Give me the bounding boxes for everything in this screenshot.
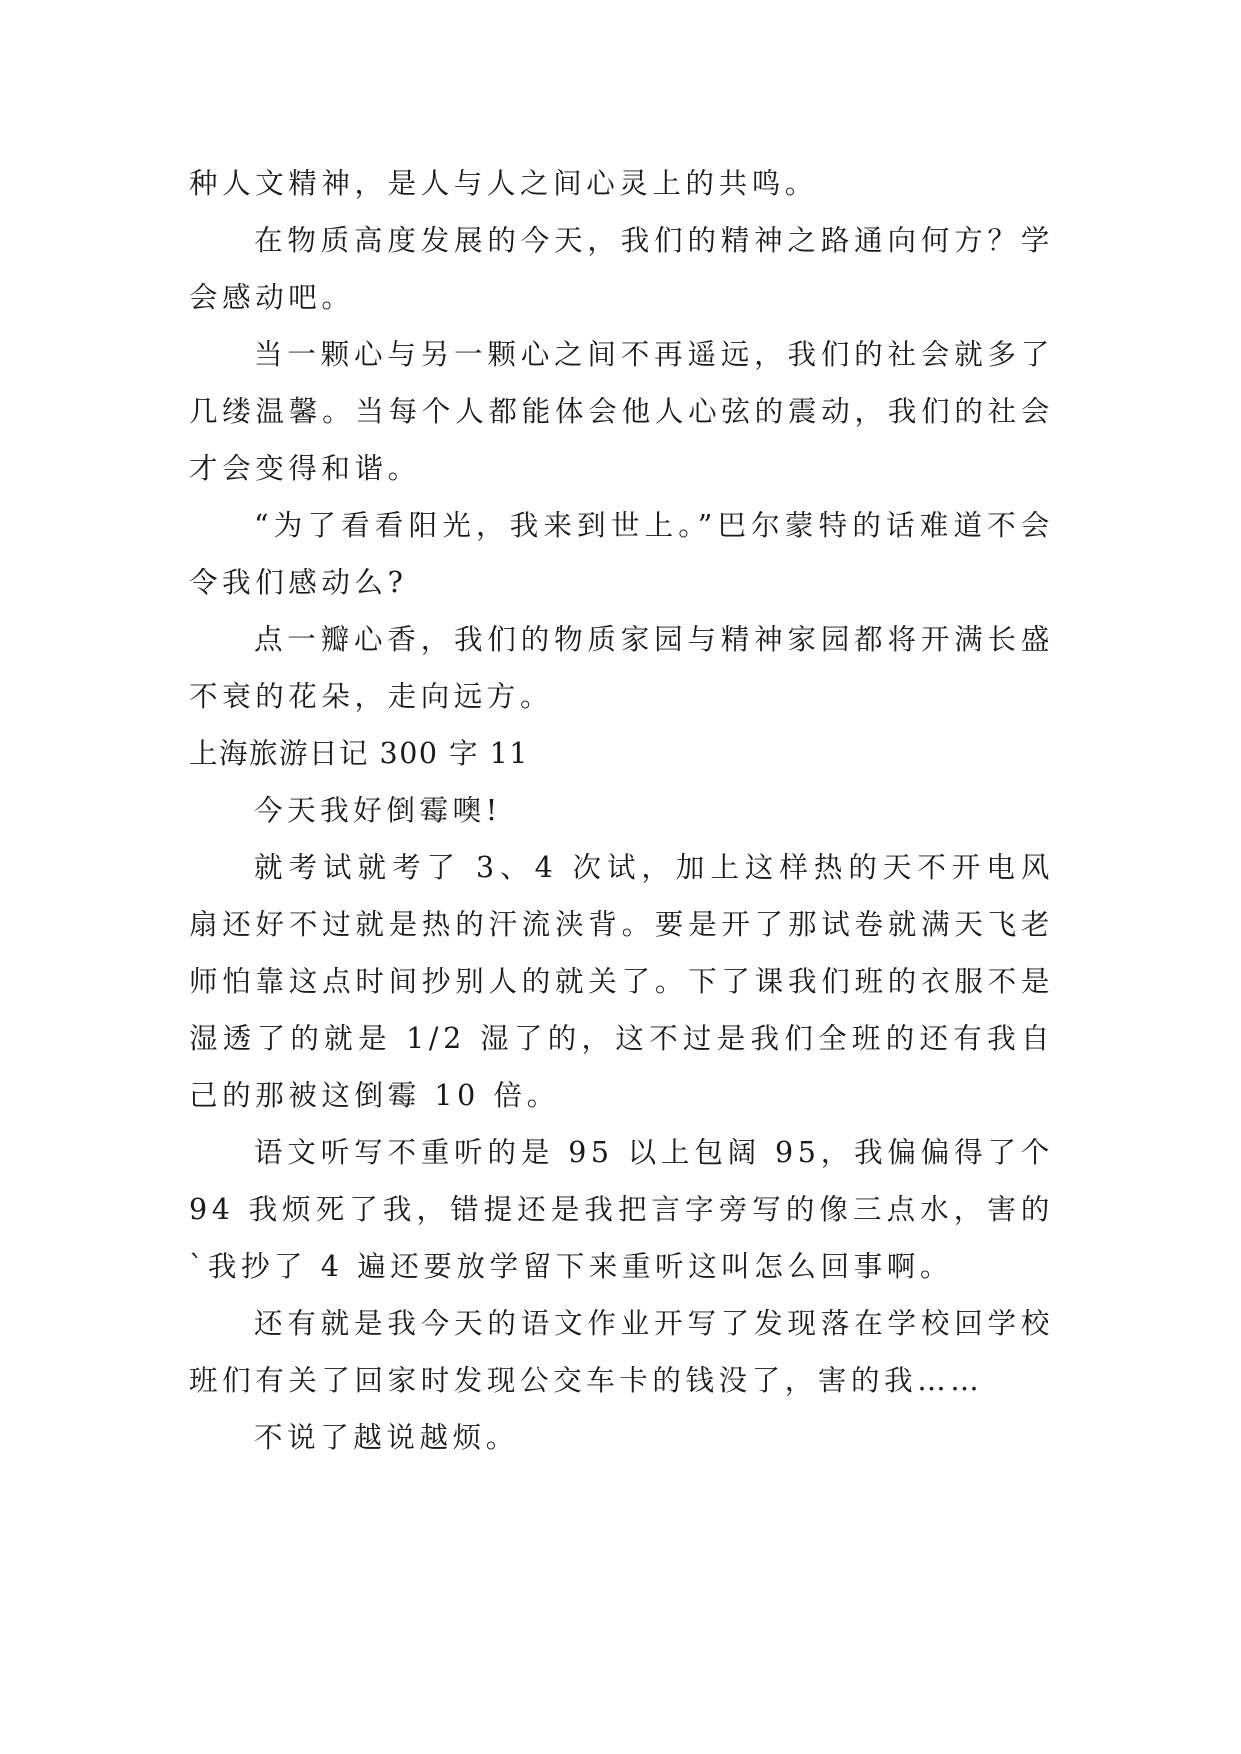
- paragraph: 点一瓣心香，我们的物质家园与精神家园都将开满长盛不衰的花朵，走向远方。: [189, 623, 1054, 713]
- section-title: 上海旅游日记 300 字 11: [189, 737, 529, 770]
- document-body: [189, 155, 1054, 1466]
- paragraph: 就考试就考了 3、4 次试，加上这样热的天不开电风扇还好不过就是热的汗流浃背。要是开了那试卷就满天飞老师怕靠这点时间抄别人的就关了。下了课我们班的衣服不是湿透了的就是 1/2 湿了的，这不过是我们全班的还有我自己的那被这倒霉 10 倍。: [189, 851, 1054, 1112]
- paragraph: 语文听写不重听的是 95 以上包阔 95，我偏偏得了个 94 我烦死了我，错提还是我把言字旁写的像三点水，害的`我抄了 4 遍还要放学留下来重听这叫怎么回事啊。: [189, 1136, 1054, 1283]
- paragraph: 种人文精神，是人与人之间心灵上的共鸣。: [189, 167, 818, 200]
- paragraph: 不说了越说越烦。: [254, 1421, 519, 1454]
- paragraph: 今天我好倒霉噢!: [254, 794, 502, 827]
- paragraph: 当一颗心与另一颗心之间不再遥远，我们的社会就多了几缕温馨。当每个人都能体会他人心弦的震动，我们的社会才会变得和谐。: [189, 338, 1054, 485]
- paragraph: “为了看看阳光，我来到世上。”巴尔蒙特的话难道不会令我们感动么?: [189, 509, 1054, 599]
- paragraph: 还有就是我今天的语文作业开写了发现落在学校回学校班们有关了回家时发现公交车卡的钱没了，害的我……: [189, 1307, 1054, 1397]
- paragraph: 在物质高度发展的今天，我们的精神之路通向何方？学会感动吧。: [189, 224, 1054, 314]
